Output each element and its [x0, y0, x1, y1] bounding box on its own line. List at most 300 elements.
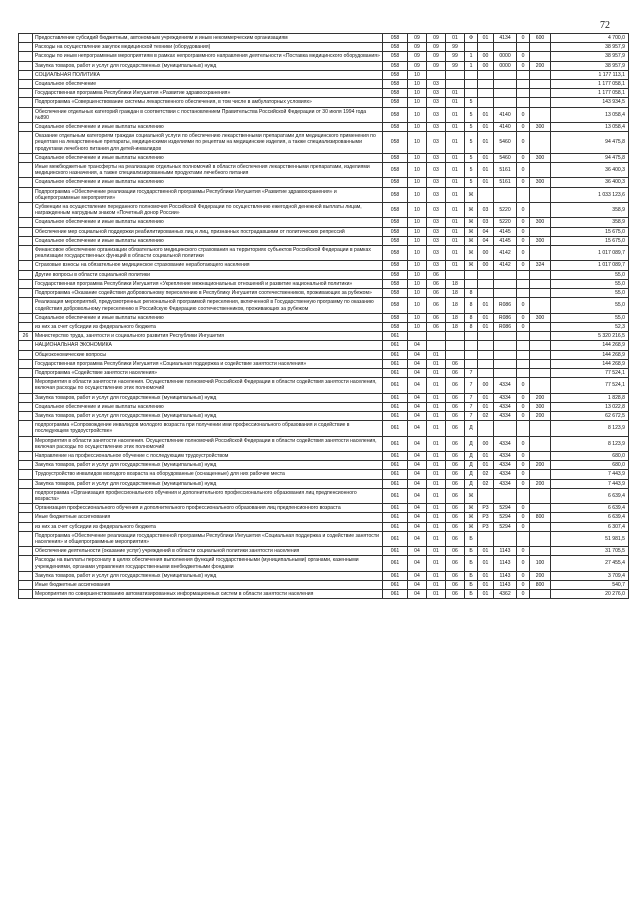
row-number-cell [19, 227, 33, 236]
program-code-cell [446, 270, 465, 279]
subprogram-code-cell: Ж [465, 522, 478, 531]
event-code-cell [478, 359, 494, 368]
subprogram-code-cell: Ж [465, 513, 478, 522]
ved-code-cell: 058 [383, 279, 408, 288]
direction-code-cell: 4362 [494, 590, 517, 599]
expense-type-code-cell: 200 [530, 61, 551, 70]
amount-cell: 77 524,1 [551, 368, 629, 377]
row-number-cell [19, 378, 33, 393]
amount-cell: 7 443,9 [551, 479, 629, 488]
extra-code-cell [517, 89, 530, 98]
event-code-cell: 01 [478, 402, 494, 411]
row-name-cell: Обеспечение отдельных категорий граждан в соответствии с постановлением Правительства Российской Федерации от 30 июля 1994 года №890 [33, 107, 383, 122]
table-row [19, 411, 629, 420]
podrazdel-code-cell: 03 [427, 203, 446, 218]
ved-code-cell: 061 [383, 522, 408, 531]
extra-code-cell: 0 [517, 246, 530, 261]
row-number-cell [19, 153, 33, 162]
subprogram-code-cell: Д [465, 479, 478, 488]
table-row [19, 488, 629, 503]
podrazdel-code-cell: 01 [427, 402, 446, 411]
subprogram-code-cell: Б [465, 581, 478, 590]
row-name-cell: Подпрограмма «Оказание содействия добровольному переселению в Республику Ингушетия соотечественников, проживающих за рубежом» [33, 289, 383, 298]
extra-code-cell [517, 289, 530, 298]
podrazdel-code-cell: 01 [427, 571, 446, 580]
expense-type-code-cell [530, 322, 551, 331]
row-name-cell: Социальное обеспечение и иные выплаты населению [33, 236, 383, 245]
row-name-cell: Общеэкономические вопросы [33, 350, 383, 359]
event-code-cell: 01 [478, 132, 494, 154]
ved-code-cell: 061 [383, 590, 408, 599]
expense-type-code-cell [530, 436, 551, 451]
extra-code-cell: 0 [517, 522, 530, 531]
extra-code-cell: 0 [517, 107, 530, 122]
podrazdel-code-cell: 06 [427, 279, 446, 288]
program-code-cell: 01 [446, 89, 465, 98]
extra-code-cell [517, 531, 530, 546]
direction-code-cell: 1143 [494, 547, 517, 556]
event-code-cell [478, 43, 494, 52]
amount-cell: 1 177 058,1 [551, 89, 629, 98]
direction-code-cell [494, 270, 517, 279]
row-name-cell: Социальное обеспечение и иные выплаты населению [33, 123, 383, 132]
extra-code-cell: 0 [517, 411, 530, 420]
table-row [19, 289, 629, 298]
razdel-code-cell: 04 [408, 341, 427, 350]
subprogram-code-cell: Ж [465, 236, 478, 245]
extra-code-cell: 0 [517, 547, 530, 556]
direction-code-cell: 4334 [494, 461, 517, 470]
row-name-cell: Министерство труда, занятости и социального развития Республики Ингушетия [33, 332, 383, 341]
row-name-cell: Расходы на выплаты персоналу в целях обеспечения выполнения функций государственными (муниципальными) органами, казенными учреждениями, органами управления государственными внебюджетными фондами [33, 556, 383, 571]
budget-table [18, 33, 629, 599]
row-number-cell [19, 163, 33, 178]
direction-code-cell: 4334 [494, 470, 517, 479]
razdel-code-cell: 04 [408, 393, 427, 402]
table-row [19, 359, 629, 368]
row-number-cell [19, 504, 33, 513]
amount-cell: 680,0 [551, 461, 629, 470]
row-number-cell [19, 178, 33, 187]
row-number-cell [19, 590, 33, 599]
podrazdel-code-cell: 01 [427, 378, 446, 393]
razdel-code-cell: 10 [408, 80, 427, 89]
program-code-cell: 06 [446, 513, 465, 522]
program-code-cell: 18 [446, 322, 465, 331]
amount-cell: 51 981,5 [551, 531, 629, 546]
program-code-cell: 06 [446, 479, 465, 488]
expense-type-code-cell: 200 [530, 461, 551, 470]
extra-code-cell: 0 [517, 461, 530, 470]
row-number-cell [19, 488, 33, 503]
table-row [19, 298, 629, 313]
amount-cell: 55,0 [551, 289, 629, 298]
subprogram-code-cell: 7 [465, 393, 478, 402]
row-name-cell: Государственная программа Республики Ингушетия «Социальная поддержка и содействие занятости населения» [33, 359, 383, 368]
amount-cell: 540,7 [551, 581, 629, 590]
amount-cell: 62 672,5 [551, 411, 629, 420]
table-row [19, 153, 629, 162]
event-code-cell [478, 89, 494, 98]
podrazdel-code-cell: 01 [427, 461, 446, 470]
subprogram-code-cell [465, 350, 478, 359]
razdel-code-cell: 04 [408, 522, 427, 531]
event-code-cell [478, 368, 494, 377]
podrazdel-code-cell: 01 [427, 359, 446, 368]
row-number-cell [19, 451, 33, 460]
event-code-cell: 01 [478, 313, 494, 322]
amount-cell: 1 828,8 [551, 393, 629, 402]
amount-cell: 15 675,0 [551, 236, 629, 245]
row-name-cell: Обеспечение деятельности (оказание услуг) учреждений в области социальной политики занятости населения [33, 547, 383, 556]
row-number-cell [19, 70, 33, 79]
row-name-cell: Закупка товаров, работ и услуг для государственных (муниципальных) нужд [33, 571, 383, 580]
amount-cell: 20 276,0 [551, 590, 629, 599]
row-name-cell: Социальное обеспечение [33, 80, 383, 89]
program-code-cell [446, 70, 465, 79]
extra-code-cell: 0 [517, 402, 530, 411]
expense-type-code-cell [530, 378, 551, 393]
subprogram-code-cell [465, 80, 478, 89]
table-row [19, 461, 629, 470]
row-number-cell [19, 513, 33, 522]
event-code-cell [478, 350, 494, 359]
ved-code-cell: 058 [383, 218, 408, 227]
row-number-cell [19, 531, 33, 546]
amount-cell: 4 700,0 [551, 34, 629, 43]
expense-type-code-cell [530, 98, 551, 107]
event-code-cell: 01 [478, 590, 494, 599]
event-code-cell: 01 [478, 461, 494, 470]
row-number-cell [19, 98, 33, 107]
extra-code-cell: 0 [517, 393, 530, 402]
razdel-code-cell: 10 [408, 132, 427, 154]
razdel-code-cell: 04 [408, 504, 427, 513]
direction-code-cell [494, 488, 517, 503]
program-code-cell: 06 [446, 393, 465, 402]
expense-type-code-cell: 300 [530, 236, 551, 245]
razdel-code-cell: 04 [408, 581, 427, 590]
amount-cell: 77 524,1 [551, 378, 629, 393]
event-code-cell: 01 [478, 298, 494, 313]
extra-code-cell [517, 341, 530, 350]
table-row [19, 61, 629, 70]
row-number-cell [19, 368, 33, 377]
subprogram-code-cell: 7 [465, 402, 478, 411]
extra-code-cell [517, 332, 530, 341]
expense-type-code-cell [530, 547, 551, 556]
direction-code-cell [494, 279, 517, 288]
ved-code-cell: 058 [383, 107, 408, 122]
extra-code-cell: 0 [517, 61, 530, 70]
razdel-code-cell: 04 [408, 411, 427, 420]
amount-cell: 1 033 123,6 [551, 187, 629, 202]
subprogram-code-cell: 8 [465, 313, 478, 322]
razdel-code-cell: 04 [408, 556, 427, 571]
podrazdel-code-cell: 01 [427, 513, 446, 522]
row-name-cell: Направление на профессиональное обучение с последующим трудоустройством [33, 451, 383, 460]
direction-code-cell: 1143 [494, 571, 517, 580]
ved-code-cell: 058 [383, 270, 408, 279]
amount-cell: 13 058,4 [551, 107, 629, 122]
row-number-cell [19, 350, 33, 359]
razdel-code-cell: 09 [408, 43, 427, 52]
subprogram-code-cell: Ж [465, 246, 478, 261]
ved-code-cell: 058 [383, 61, 408, 70]
subprogram-code-cell: 7 [465, 411, 478, 420]
razdel-code-cell: 04 [408, 378, 427, 393]
extra-code-cell: 0 [517, 34, 530, 43]
direction-code-cell: 4334 [494, 436, 517, 451]
event-code-cell: 04 [478, 236, 494, 245]
direction-code-cell: 5460 [494, 132, 517, 154]
row-number-cell [19, 479, 33, 488]
podrazdel-code-cell: 06 [427, 298, 446, 313]
amount-cell: 1 177 113,1 [551, 70, 629, 79]
amount-cell: 6 307,4 [551, 522, 629, 531]
podrazdel-code-cell: 03 [427, 80, 446, 89]
expense-type-code-cell: 200 [530, 393, 551, 402]
program-code-cell: 01 [446, 178, 465, 187]
expense-type-code-cell: 324 [530, 261, 551, 270]
podrazdel-code-cell: 03 [427, 132, 446, 154]
amount-cell: 15 675,0 [551, 227, 629, 236]
event-code-cell: 00 [478, 261, 494, 270]
extra-code-cell: 0 [517, 236, 530, 245]
event-code-cell: 00 [478, 378, 494, 393]
podrazdel-code-cell: 01 [427, 451, 446, 460]
table-row [19, 393, 629, 402]
podrazdel-code-cell: 03 [427, 178, 446, 187]
expense-type-code-cell [530, 590, 551, 599]
podrazdel-code-cell: 01 [427, 436, 446, 451]
ved-code-cell: 061 [383, 556, 408, 571]
razdel-code-cell: 04 [408, 461, 427, 470]
podrazdel-code-cell: 03 [427, 89, 446, 98]
expense-type-code-cell [530, 531, 551, 546]
program-code-cell: 06 [446, 522, 465, 531]
extra-code-cell: 0 [517, 178, 530, 187]
expense-type-code-cell [530, 359, 551, 368]
row-name-cell: Социальное обеспечение и иные выплаты населению [33, 218, 383, 227]
razdel-code-cell: 10 [408, 322, 427, 331]
direction-code-cell [494, 98, 517, 107]
table-row [19, 52, 629, 61]
extra-code-cell: 0 [517, 261, 530, 270]
row-number-cell [19, 279, 33, 288]
amount-cell: 8 123,9 [551, 436, 629, 451]
extra-code-cell: 0 [517, 153, 530, 162]
razdel-code-cell: 10 [408, 123, 427, 132]
amount-cell: 6 639,4 [551, 488, 629, 503]
row-number-cell: 26 [19, 332, 33, 341]
expense-type-code-cell: 300 [530, 313, 551, 322]
direction-code-cell: 4334 [494, 378, 517, 393]
extra-code-cell [517, 80, 530, 89]
expense-type-code-cell: 300 [530, 123, 551, 132]
razdel-code-cell: 04 [408, 590, 427, 599]
subprogram-code-cell: 5 [465, 123, 478, 132]
event-code-cell: 01 [478, 547, 494, 556]
amount-cell: 55,0 [551, 279, 629, 288]
row-name-cell: Финансовое обеспечение организации обязательного медицинского страхования на территориях субъектов Российской Федерации в рамках реализации государственных функций в области социальной политики [33, 246, 383, 261]
expense-type-code-cell: 600 [530, 34, 551, 43]
subprogram-code-cell: Ж [465, 218, 478, 227]
podrazdel-code-cell: 01 [427, 488, 446, 503]
razdel-code-cell: 10 [408, 298, 427, 313]
direction-code-cell: 4334 [494, 402, 517, 411]
program-code-cell: 18 [446, 298, 465, 313]
podrazdel-code-cell: 09 [427, 61, 446, 70]
table-row [19, 378, 629, 393]
program-code-cell: 06 [446, 571, 465, 580]
extra-code-cell: 0 [517, 513, 530, 522]
ved-code-cell: 058 [383, 313, 408, 322]
table-row [19, 132, 629, 154]
direction-code-cell: 4334 [494, 393, 517, 402]
ved-code-cell: 061 [383, 368, 408, 377]
row-name-cell: СОЦИАЛЬНАЯ ПОЛИТИКА [33, 70, 383, 79]
row-number-cell [19, 132, 33, 154]
event-code-cell: 01 [478, 571, 494, 580]
direction-code-cell: 4142 [494, 246, 517, 261]
ved-code-cell: 061 [383, 402, 408, 411]
row-name-cell: подпрограмма «Сопровождение инвалидов молодого возраста при получении ими профессионального образования и содействие в последующем трудоустройстве» [33, 421, 383, 436]
table-row [19, 581, 629, 590]
direction-code-cell [494, 332, 517, 341]
podrazdel-code-cell: 01 [427, 470, 446, 479]
ved-code-cell: 061 [383, 411, 408, 420]
row-number-cell [19, 89, 33, 98]
extra-code-cell: 0 [517, 571, 530, 580]
razdel-code-cell: 10 [408, 107, 427, 122]
event-code-cell [478, 187, 494, 202]
row-name-cell: Другие вопросы в области социальной политики [33, 270, 383, 279]
razdel-code-cell: 04 [408, 479, 427, 488]
row-name-cell: Обеспечение мер социальной поддержки реабилитированных лиц и лиц, признанных пострадавшими от политических репрессий [33, 227, 383, 236]
row-number-cell [19, 52, 33, 61]
subprogram-code-cell: Ж [465, 187, 478, 202]
podrazdel-code-cell: 01 [427, 556, 446, 571]
expense-type-code-cell: 300 [530, 153, 551, 162]
expense-type-code-cell [530, 332, 551, 341]
extra-code-cell: 0 [517, 436, 530, 451]
event-code-cell [478, 98, 494, 107]
table-row [19, 590, 629, 599]
ved-code-cell: 061 [383, 359, 408, 368]
direction-code-cell [494, 421, 517, 436]
expense-type-code-cell [530, 470, 551, 479]
subprogram-code-cell: 1 [465, 61, 478, 70]
extra-code-cell: 0 [517, 322, 530, 331]
ved-code-cell: 058 [383, 34, 408, 43]
podrazdel-code-cell: 03 [427, 163, 446, 178]
row-name-cell: Мероприятия в области занятости населения. Осуществление полномочий Российской Федерации в области содействия занятости населения, включая расходы по осуществлению этих полномочий [33, 378, 383, 393]
expense-type-code-cell [530, 80, 551, 89]
extra-code-cell: 0 [517, 470, 530, 479]
subprogram-code-cell: 5 [465, 98, 478, 107]
row-name-cell: Закупка товаров, работ и услуг для государственных (муниципальных) нужд [33, 461, 383, 470]
podrazdel-code-cell: 06 [427, 289, 446, 298]
expense-type-code-cell [530, 350, 551, 359]
row-name-cell: Подпрограмма «Обеспечение реализации государственной программы Республики Ингушетия «Социальная поддержка и содействие занятости населения» и общепрограммные мероприятия» [33, 531, 383, 546]
row-name-cell: Закупка товаров, работ и услуг для государственных (муниципальных) нужд [33, 411, 383, 420]
direction-code-cell [494, 187, 517, 202]
podrazdel-code-cell: 06 [427, 322, 446, 331]
event-code-cell: Р3 [478, 504, 494, 513]
row-name-cell: из них за счет субсидии из федерального бюджета [33, 322, 383, 331]
event-code-cell: 01 [478, 153, 494, 162]
razdel-code-cell: 10 [408, 203, 427, 218]
program-code-cell: 01 [446, 107, 465, 122]
extra-code-cell: 0 [517, 227, 530, 236]
event-code-cell [478, 531, 494, 546]
amount-cell: 52,3 [551, 322, 629, 331]
amount-cell: 144 268,9 [551, 341, 629, 350]
subprogram-code-cell: 7 [465, 368, 478, 377]
row-number-cell [19, 289, 33, 298]
event-code-cell: 00 [478, 246, 494, 261]
program-code-cell [446, 350, 465, 359]
extra-code-cell [517, 187, 530, 202]
direction-code-cell: 4140 [494, 107, 517, 122]
program-code-cell: 06 [446, 470, 465, 479]
row-name-cell: Государственная программа Республики Ингушетия «Укрепление межнациональных отношений и развитие национальной политики» [33, 279, 383, 288]
program-code-cell: 06 [446, 488, 465, 503]
program-code-cell: 01 [446, 153, 465, 162]
subprogram-code-cell: Д [465, 470, 478, 479]
podrazdel-code-cell: 01 [427, 411, 446, 420]
razdel-code-cell: 10 [408, 270, 427, 279]
ved-code-cell: 061 [383, 531, 408, 546]
expense-type-code-cell [530, 70, 551, 79]
program-code-cell: 01 [446, 218, 465, 227]
ved-code-cell: 058 [383, 163, 408, 178]
razdel-code-cell: 04 [408, 350, 427, 359]
row-number-cell [19, 270, 33, 279]
podrazdel-code-cell: 03 [427, 227, 446, 236]
razdel-code-cell: 10 [408, 178, 427, 187]
ved-code-cell: 058 [383, 227, 408, 236]
amount-cell: 3 709,4 [551, 571, 629, 580]
ved-code-cell: 058 [383, 98, 408, 107]
row-number-cell [19, 313, 33, 322]
row-number-cell [19, 80, 33, 89]
program-code-cell: 06 [446, 461, 465, 470]
direction-code-cell: 4334 [494, 479, 517, 488]
subprogram-code-cell [465, 89, 478, 98]
program-code-cell: 18 [446, 313, 465, 322]
direction-code-cell [494, 70, 517, 79]
program-code-cell: 06 [446, 378, 465, 393]
subprogram-code-cell [465, 279, 478, 288]
amount-cell: 680,0 [551, 451, 629, 460]
amount-cell: 6 639,4 [551, 513, 629, 522]
row-number-cell [19, 261, 33, 270]
program-code-cell: 06 [446, 547, 465, 556]
subprogram-code-cell: 7 [465, 378, 478, 393]
program-code-cell: 01 [446, 132, 465, 154]
program-code-cell: 06 [446, 590, 465, 599]
expense-type-code-cell [530, 107, 551, 122]
podrazdel-code-cell [427, 341, 446, 350]
extra-code-cell [517, 270, 530, 279]
subprogram-code-cell [465, 43, 478, 52]
table-row [19, 270, 629, 279]
row-name-cell: Закупка товаров, работ и услуг для государственных (муниципальных) нужд [33, 393, 383, 402]
ved-code-cell: 058 [383, 322, 408, 331]
razdel-code-cell: 09 [408, 52, 427, 61]
